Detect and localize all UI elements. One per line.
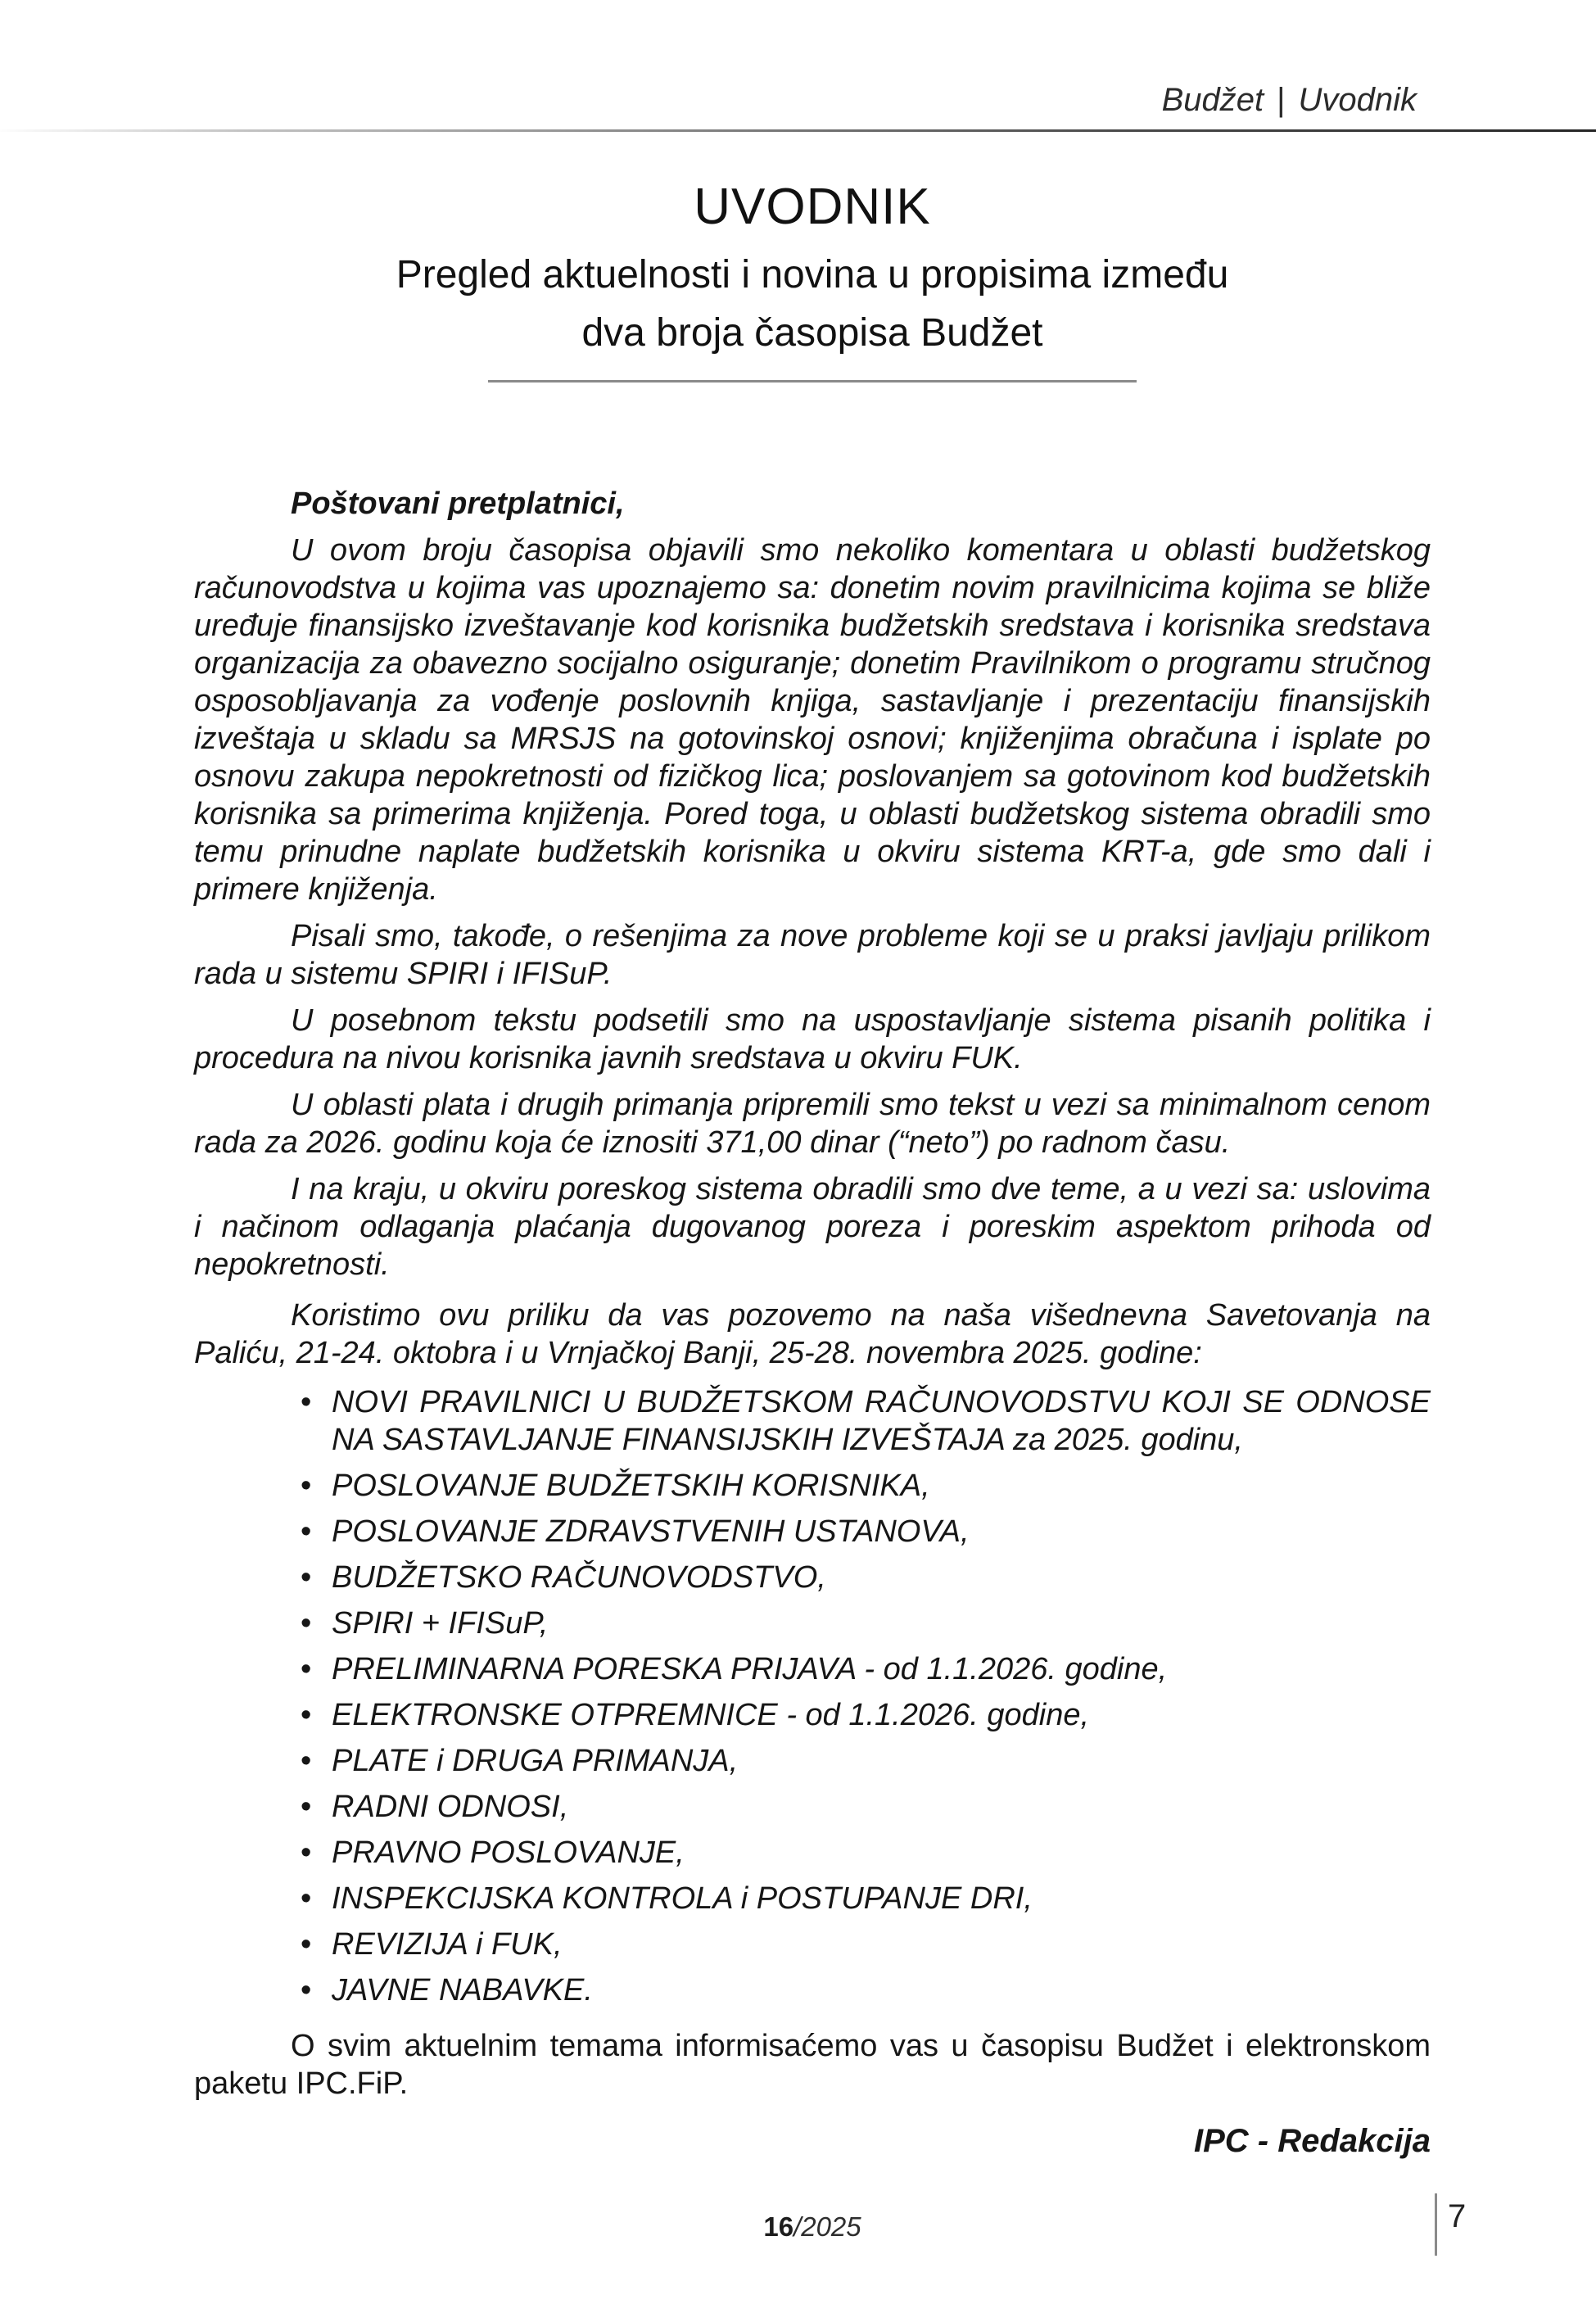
page-number-box — [1435, 2193, 1466, 2256]
list-item — [194, 1788, 1431, 1826]
article-body — [194, 485, 1431, 2160]
bullet-list — [194, 1383, 1431, 2009]
list-item — [194, 1742, 1431, 1780]
bullet-icon: • — [301, 1698, 312, 1732]
page-title: UVODNIK — [694, 179, 931, 235]
bullet-icon: • — [301, 1652, 312, 1686]
running-head — [1162, 82, 1417, 119]
closing-paragraph: O svim aktuelnim temama informisaćemo vas u časopisu Budžet i elektronskom paketu IPC.FiP. — [194, 2029, 1431, 2101]
salutation: Poštovani pretplatnici, — [291, 487, 625, 521]
list-item-text: ELEKTRONSKE OTPREMNICE - od 1.1.2026. godine, — [332, 1698, 1090, 1732]
page-subtitle-text: Pregled aktuelnosti i novina u propisima između dva broja časopisa Budžet — [396, 253, 1229, 355]
title-divider — [488, 380, 1137, 382]
bullet-icon: • — [301, 1385, 312, 1419]
list-item-text: POSLOVANJE BUDŽETSKIH KORISNIKA, — [332, 1469, 930, 1503]
paragraph: U oblasti plata i drugih primanja pripremili smo tekst u vezi sa minimalnom cenom rada za 2026. godinu koja će iznositi 371,00 dinar (“neto”) po radnom času. — [194, 1088, 1431, 1160]
signature: IPC - Redakcija — [1193, 2123, 1431, 2159]
list-item-text: RADNI ODNOSI, — [332, 1790, 569, 1824]
list-item — [194, 1383, 1431, 1459]
paragraph: U posebnom tekstu podsetili smo na uspostavljanje sistema pisanih politika i procedura na nivou korisnika javnih sredstava u okviru FUK. — [194, 1003, 1431, 1075]
paragraph: Pisali smo, takođe, o rešenjima za nove probleme koji se u praksi javljaju prilikom rada u sistemu SPIRI i IFISuP. — [194, 919, 1431, 991]
list-item — [194, 1926, 1431, 1963]
list-item — [194, 1650, 1431, 1688]
issue-number: 16 — [763, 2211, 794, 2242]
list-item — [194, 1605, 1431, 1642]
bullet-icon: • — [301, 1835, 312, 1870]
footer-issue-label — [194, 2211, 1431, 2243]
journal-name: Budžet — [1161, 82, 1264, 118]
bullet-icon: • — [301, 1973, 312, 2007]
list-item-text: JAVNE NABAVKE. — [332, 1973, 593, 2007]
list-item-text: PLATE i DRUGA PRIMANJA, — [332, 1744, 739, 1778]
bullet-icon: • — [301, 1469, 312, 1503]
bullet-icon: • — [301, 1514, 312, 1549]
list-item-text: PRELIMINARNA PORESKA PRIJAVA - od 1.1.2026. godine, — [332, 1652, 1168, 1686]
list-item-text: POSLOVANJE ZDRAVSTVENIH USTANOVA, — [332, 1514, 970, 1549]
list-item-text: SPIRI + IFISuP, — [332, 1606, 549, 1641]
page-number: 7 — [1448, 2198, 1467, 2234]
list-item — [194, 1696, 1431, 1734]
list-item — [194, 1513, 1431, 1550]
bullet-icon: • — [301, 1560, 312, 1595]
paragraph: Koristimo ovu priliku da vas pozovemo na naša višednevna Savetovanja na Paliću, 21-24. oktobra i u Vrnjačkoj Banji, 25-28. novembra 2025. godine: — [194, 1298, 1431, 1370]
bullet-icon: • — [301, 1790, 312, 1824]
list-item-text: PRAVNO POSLOVANJE, — [332, 1835, 685, 1870]
bullet-icon: • — [301, 1881, 312, 1916]
paragraph: I na kraju, u okviru poreskog sistema obradili smo dve teme, a u vezi sa: uslovima i načinom odlaganja plaćanja dugovanog poreza i poreskim aspektom prihoda od nepokretnosti. — [194, 1172, 1431, 1282]
list-item-text: BUDŽETSKO RAČUNOVODSTVO, — [332, 1560, 826, 1595]
list-item-text: INSPEKCIJSKA KONTROLA i POSTUPANJE DRI, — [332, 1881, 1033, 1916]
bullet-icon: • — [301, 1606, 312, 1641]
list-item — [194, 1834, 1431, 1872]
bullet-icon: • — [301, 1744, 312, 1778]
paragraph: U ovom broju časopisa objavili smo nekoliko komentara u oblasti budžetskog računovodstva u kojima vas upoznajemo sa: donetim novim pravilnicima kojima se bliže uređuje finansijsko izveštavanje kod korisnika budžetskih sredstava i korisnika sredstava organizacija za obavezno socijalno osiguranje; donetim Pravilnikom o programu stručnog osposobljavanja za vođenje poslovnih knjiga, sastavljanje i prezentaciju finansijskih izveštaja u skladu sa MRSJS na gotovinskoj osnovi; knjiženjima obračuna i isplate po osnovu zakupa nepokretnosti od fizičkog lica; poslovanjem sa gotovinom kod budžetskih korisnika sa primerima knjiženja. Pored toga, u oblasti budžetskog sistema obradili smo temu prinudne naplate budžetskih korisnika u okviru sistema KRT-a, gde smo dali i primere knjiženja. — [194, 533, 1431, 907]
list-item-text: NOVI PRAVILNICI U BUDŽETSKOM RAČUNOVODSTVU KOJI SE ODNOSE NA SASTAVLJANJE FINANSIJSKIH IZVEŠTAJA za 2025. godinu, — [332, 1385, 1431, 1457]
pipe-separator-icon: | — [1277, 82, 1286, 118]
section-name: Uvodnik — [1298, 82, 1417, 118]
list-item — [194, 1559, 1431, 1596]
page-subtitle — [194, 246, 1431, 362]
list-item-text: REVIZIJA i FUK, — [332, 1927, 563, 1962]
issue-year: /2025 — [793, 2211, 861, 2242]
list-item — [194, 1467, 1431, 1505]
list-item — [194, 1971, 1431, 2009]
list-item — [194, 1880, 1431, 1917]
bullet-icon: • — [301, 1927, 312, 1962]
header-rule — [0, 129, 1596, 132]
